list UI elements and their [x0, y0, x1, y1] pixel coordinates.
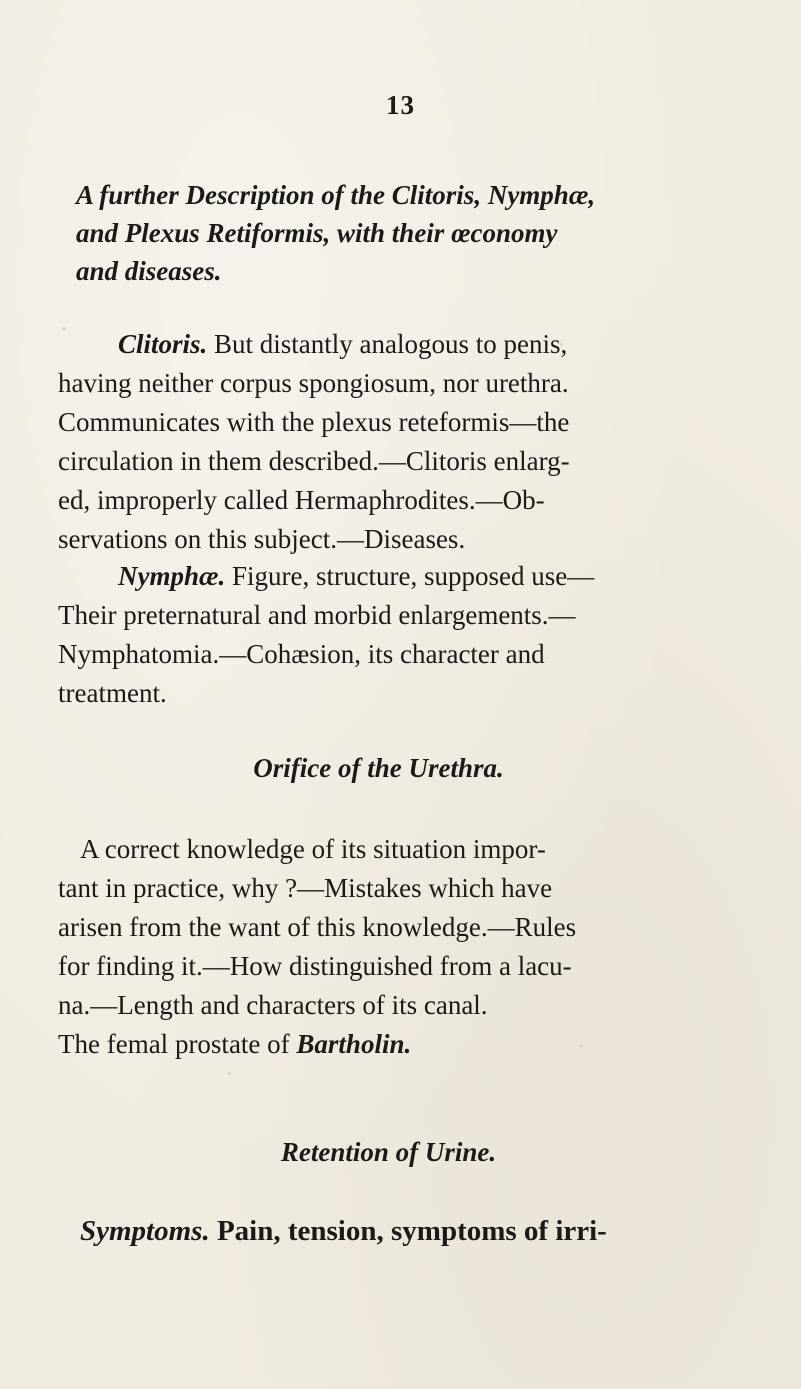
paragraph-line: Symptoms. Pain, tension, symptoms of irri-	[80, 1215, 607, 1247]
paper-speck	[228, 1072, 231, 1075]
paragraph-line: Their preternatural and morbid enlargements.—	[58, 600, 576, 630]
paragraph-line: circulation in them described.—Clitoris enlarg-	[58, 446, 570, 476]
paper-speck	[62, 327, 66, 331]
paragraph-line: The femal prostate of Bartholin.	[58, 1029, 412, 1059]
clitoris-paragraph	[58, 325, 763, 559]
paragraph-line: for finding it.—How distinguished from a lacu-	[58, 951, 572, 981]
paragraph-line: arisen from the want of this knowledge.—Rules	[58, 912, 577, 942]
bartholin-name: Bartholin.	[296, 1029, 412, 1059]
paragraph-line: ed, improperly called Hermaphrodites.—Ob-	[58, 485, 545, 515]
nymphae-paragraph	[58, 557, 763, 713]
clitoris-lead: Clitoris.	[118, 329, 208, 359]
paragraph-line: Clitoris. But distantly analogous to penis,	[118, 329, 568, 359]
paragraph-line: tant in practice, why ?—Mistakes which have	[58, 873, 553, 903]
section-title	[76, 176, 766, 290]
paper-speck	[580, 1044, 583, 1047]
orifice-paragraph	[58, 830, 763, 1064]
paragraph-line: A correct knowledge of its situation impor-	[80, 834, 546, 864]
nymphae-lead: Nymphæ.	[118, 561, 226, 591]
paragraph-line: having neither corpus spongiosum, nor urethra.	[58, 368, 569, 398]
title-line-1: A further Description of the Clitoris, Nymphæ,	[76, 180, 596, 210]
paragraph-line: Nymphæ. Figure, structure, supposed use—	[118, 561, 595, 591]
symptoms-lead: Symptoms.	[80, 1215, 210, 1247]
retention-heading: Retention of Urine.	[280, 1137, 497, 1167]
paragraph-line: na.—Length and characters of its canal.	[58, 990, 488, 1020]
symptoms-paragraph	[58, 1212, 763, 1251]
title-line-3: and diseases.	[76, 256, 222, 286]
paragraph-line: Communicates with the plexus reteformis—the	[58, 407, 570, 437]
paragraph-line: servations on this subject.—Diseases.	[58, 524, 466, 554]
title-line-2: and Plexus Retiformis, with their œconomy	[76, 218, 558, 248]
paper-speck	[560, 343, 563, 346]
orifice-heading: Orifice of the Urethra.	[253, 753, 504, 783]
page-number: 13	[386, 90, 415, 120]
paragraph-line: Nymphatomia.—Cohæsion, its character and	[58, 639, 545, 669]
paragraph-line: treatment.	[58, 678, 167, 708]
